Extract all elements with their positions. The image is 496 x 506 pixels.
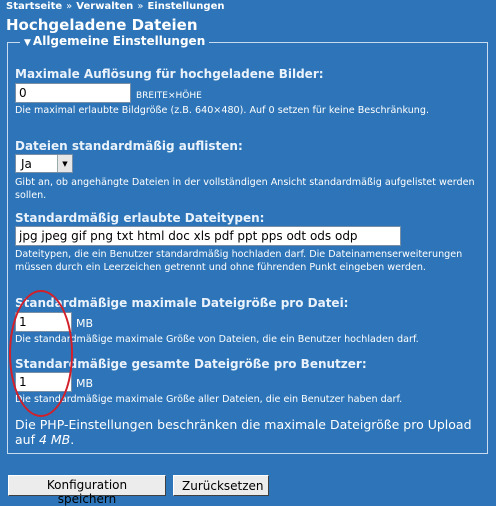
save-configuration-button[interactable]: Konfiguration speichern	[8, 475, 166, 496]
fieldset-legend[interactable]	[20, 34, 209, 48]
total-size-unit: MB	[76, 377, 94, 390]
reset-button[interactable]: Zurücksetzen	[173, 475, 269, 496]
php-limit-size: 4 MB	[38, 432, 71, 447]
breadcrumb-settings-link[interactable]: Einstellungen	[147, 1, 225, 12]
allowed-types-input[interactable]	[15, 226, 401, 246]
resolution-unit: BREITE×HÖHE	[136, 91, 202, 101]
total-size-label: Standardmäßige gesamte Dateigröße pro Benutzer:	[15, 357, 367, 371]
breadcrumb-separator: »	[137, 1, 144, 12]
allowed-types-label: Standardmäßig erlaubte Dateitypen:	[15, 211, 265, 225]
php-limit-end: .	[70, 432, 75, 447]
list-default-hint: Gibt an, ob angehängte Dateien in der vollständigen Ansicht standardmäßig aufgelistet werden sollen.	[15, 177, 475, 201]
max-file-size-unit: MB	[76, 317, 94, 330]
max-resolution-input[interactable]	[15, 83, 131, 103]
max-file-size-hint: Die standardmäßige maximale Größe von Dateien, die ein Benutzer hochladen darf.	[15, 334, 419, 345]
breadcrumb-separator: »	[66, 1, 73, 12]
max-file-size-input[interactable]	[15, 312, 72, 332]
page-title: Hochgeladene Dateien	[6, 16, 198, 34]
max-resolution-label: Maximale Auflösung für hochgeladene Bilder:	[15, 67, 324, 81]
total-size-hint: Die standardmäßige maximale Größe aller Dateien, die ein Benutzer haben darf.	[15, 394, 403, 405]
allowed-types-hint: Dateitypen, die ein Benutzer standardmäßig hochladen darf. Die Dateinamenserweiterungen müssen durch ein Leerzeichen getrennt und ohne führenden Punkt eingeben werden.	[15, 249, 463, 273]
breadcrumb-home-link[interactable]: Startseite	[6, 1, 63, 12]
total-size-input[interactable]	[15, 372, 72, 392]
breadcrumb-admin-link[interactable]: Verwalten	[76, 1, 134, 12]
chevron-down-icon[interactable]: ▼	[57, 155, 72, 172]
list-default-value: Ja	[21, 157, 32, 171]
max-resolution-hint: Die maximal erlaubte Bildgröße (z.B. 640×480). Auf 0 setzen für keine Beschränkung.	[15, 105, 430, 116]
max-file-size-label: Standardmäßige maximale Dateigröße pro Datei:	[15, 296, 349, 310]
legend-label: Allgemeine Einstellungen	[32, 34, 206, 48]
list-default-label: Dateien standardmäßig auflisten:	[15, 139, 243, 153]
php-limit-text: Die PHP-Einstellungen beschränken die maximale Dateigröße pro Upload auf	[15, 417, 472, 447]
triangle-down-icon: ▼	[24, 38, 31, 48]
php-limit-note	[15, 417, 475, 447]
breadcrumb	[6, 1, 224, 12]
list-default-select[interactable]	[15, 154, 73, 173]
